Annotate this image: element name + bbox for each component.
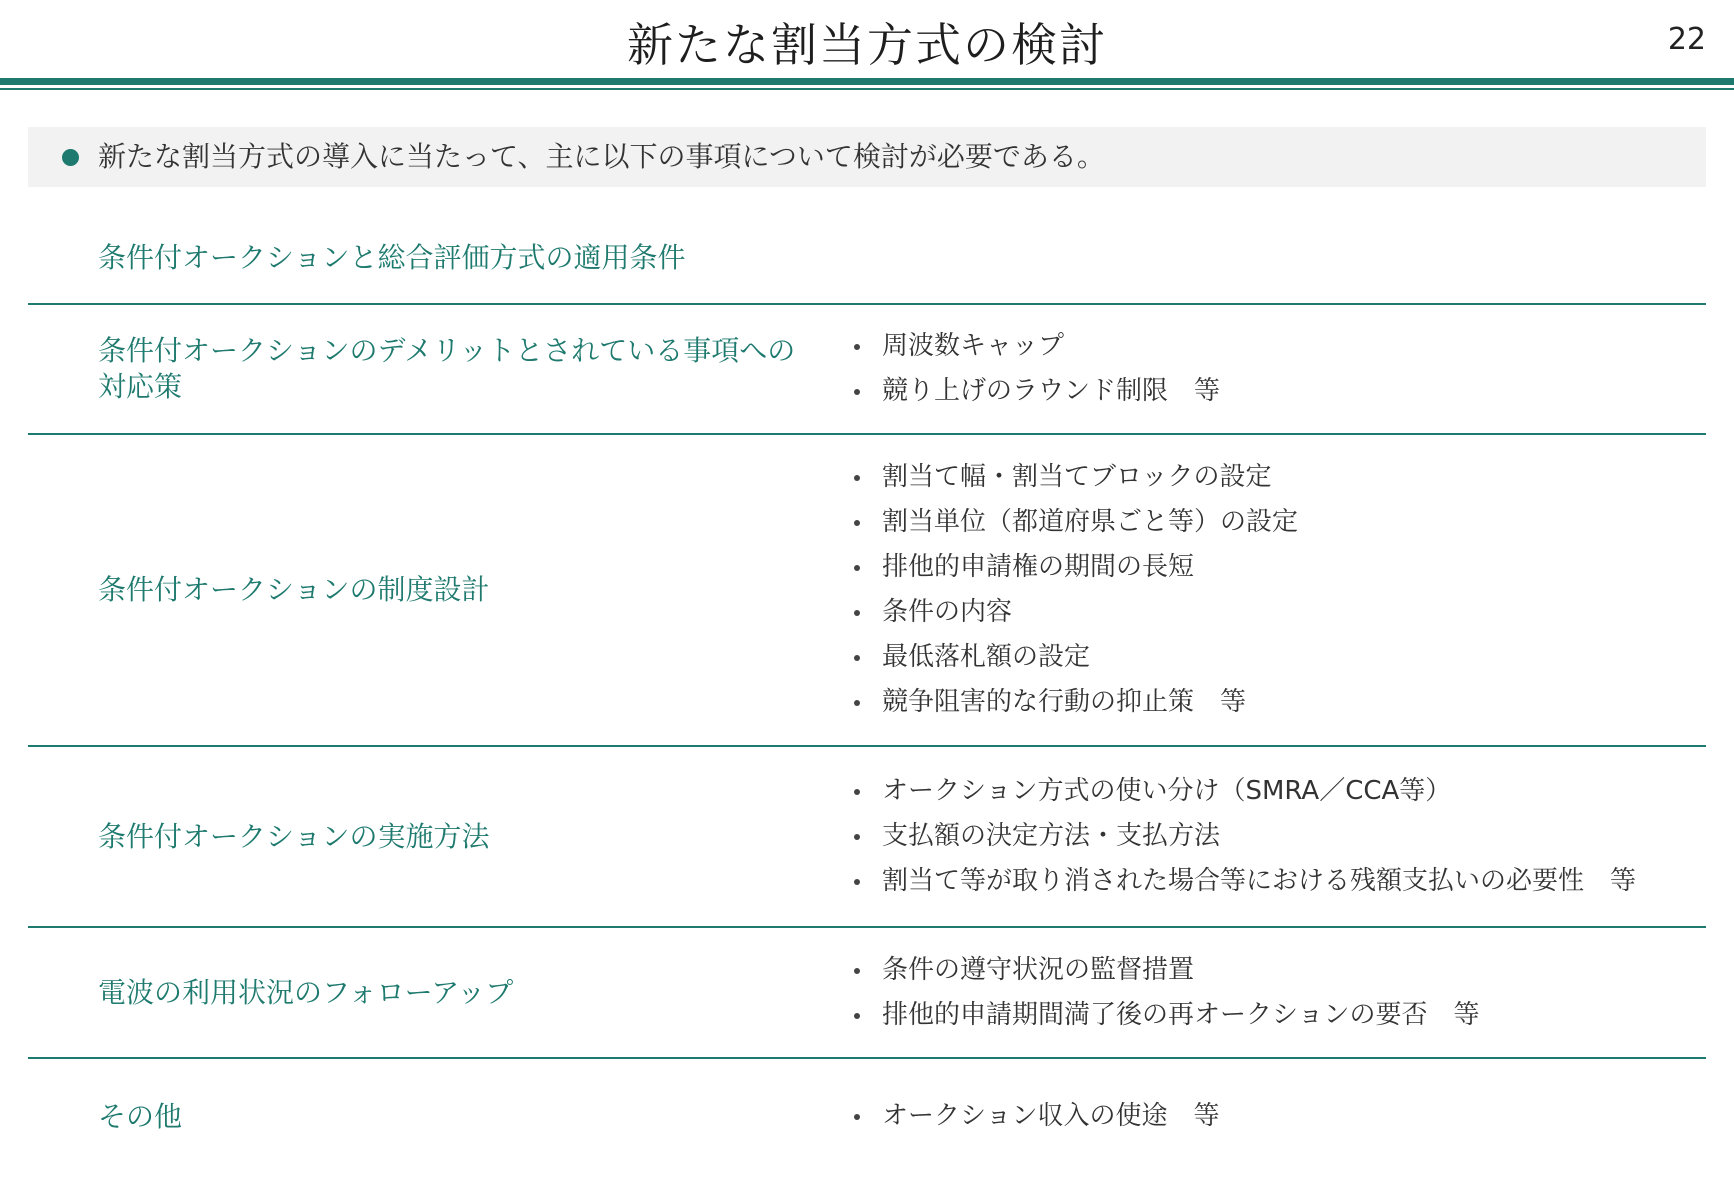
list-item-text: 競争阻害的な行動の抑止策 等 — [882, 687, 1247, 717]
list-item — [848, 859, 1706, 904]
list-item-text: オークション収入の使途 等 — [882, 1101, 1220, 1131]
list-item — [848, 369, 1706, 414]
row-items — [848, 455, 1706, 725]
bullet-dot-icon — [854, 389, 860, 395]
row-label: 条件付オークションのデメリットとされている事項への対応策 — [98, 334, 796, 403]
list-item-text: 周波数キャップ — [882, 331, 1065, 361]
lead-box — [28, 127, 1706, 187]
bullet-dot-icon — [854, 655, 860, 661]
bullet-dot-icon — [854, 520, 860, 526]
list-item-text: 割当て等が取り消された場合等における残額支払いの必要性 等 — [882, 866, 1637, 896]
bullet-dot-icon — [854, 565, 860, 571]
list-item-text: 条件の内容 — [882, 597, 1013, 627]
header-rule-thin — [0, 88, 1734, 90]
bullet-icon — [62, 149, 79, 166]
page-number: 22 — [1667, 22, 1706, 57]
bullet-dot-icon — [854, 1114, 860, 1120]
list-item-text: 競り上げのラウンド制限 等 — [882, 376, 1221, 406]
table-row — [28, 305, 1706, 435]
list-item — [848, 545, 1706, 590]
list-item — [848, 680, 1706, 725]
row-label: 条件付オークションの制度設計 — [98, 573, 490, 606]
page-title: 新たな割当方式の検討 — [627, 18, 1107, 72]
bullet-dot-icon — [854, 475, 860, 481]
row-items — [848, 948, 1706, 1038]
list-item — [848, 993, 1706, 1038]
row-items — [848, 1094, 1706, 1139]
list-item — [848, 948, 1706, 993]
list-item-text: 条件の遵守状況の監督措置 — [882, 954, 1195, 985]
row-items — [848, 324, 1706, 414]
list-item-text: 割当て幅・割当てブロックの設定 — [882, 462, 1272, 492]
table-row — [28, 747, 1706, 928]
list-item — [848, 769, 1706, 814]
list-item-text: 排他的申請期間満了後の再オークションの要否 等 — [882, 999, 1480, 1030]
list-item — [848, 1094, 1706, 1139]
bullet-dot-icon — [854, 968, 860, 974]
table-row — [28, 1059, 1706, 1174]
list-item-text: 割当単位（都道府県ごと等）の設定 — [882, 507, 1299, 537]
bullet-dot-icon — [854, 700, 860, 706]
bullet-dot-icon — [854, 834, 860, 840]
list-item-text: オークション方式の使い分け（SMRA／CCA等） — [882, 776, 1452, 806]
table-row — [28, 435, 1706, 747]
bullet-dot-icon — [854, 610, 860, 616]
list-item — [848, 635, 1706, 680]
header-rule-thick — [0, 78, 1734, 85]
row-label: 条件付オークションの実施方法 — [98, 819, 490, 853]
row-label: 電波の利用状況のフォローアップ — [98, 975, 514, 1009]
row-label: 条件付オークションと総合評価方式の適用条件 — [98, 240, 686, 274]
list-item-text: 排他的申請権の期間の長短 — [882, 552, 1195, 582]
row-items — [848, 769, 1706, 904]
list-item — [848, 324, 1706, 369]
bullet-dot-icon — [854, 789, 860, 795]
list-item — [848, 814, 1706, 859]
row-label: その他 — [98, 1099, 183, 1133]
bullet-dot-icon — [854, 879, 860, 885]
list-item-text: 支払額の決定方法・支払方法 — [882, 821, 1221, 851]
bullet-dot-icon — [854, 1013, 860, 1019]
list-item — [848, 590, 1706, 635]
bullet-dot-icon — [854, 344, 860, 350]
table-row — [28, 928, 1706, 1059]
list-item — [848, 500, 1706, 545]
list-item-text: 最低落札額の設定 — [882, 642, 1091, 672]
table-row — [28, 212, 1706, 305]
topics-table — [28, 212, 1706, 1174]
lead-text: 新たな割当方式の導入に当たって、主に以下の事項について検討が必要である。 — [98, 140, 1105, 173]
list-item — [848, 455, 1706, 500]
